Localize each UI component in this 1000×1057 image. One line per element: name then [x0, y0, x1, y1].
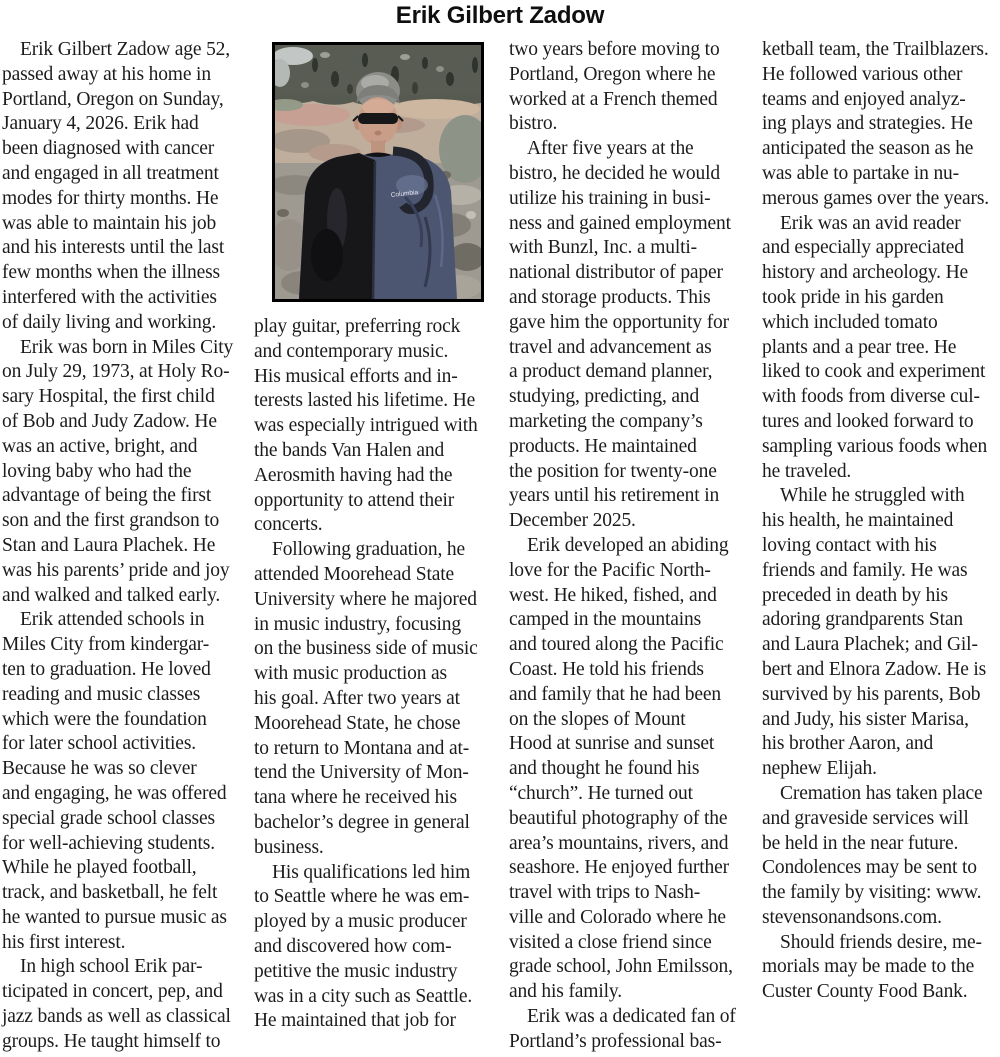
text-line: adoring grandparents Stan	[762, 609, 963, 631]
text-line: nephew Elijah.	[762, 758, 877, 780]
text-line: visited a close friend since	[509, 931, 712, 953]
text-line: the position for twenty-one	[509, 460, 717, 482]
text-line: tana where he received his	[254, 787, 457, 809]
text-line: track, and basketball, he felt	[2, 882, 218, 904]
text-line: reading and music classes	[2, 683, 201, 705]
text-line: loving contact with his	[762, 534, 937, 556]
text-line: ketball team, the Trailblazers.	[762, 39, 989, 60]
text-line: been diagnosed with cancer	[2, 138, 215, 160]
text-line: Condolences may be sent to	[762, 857, 977, 879]
text-line: west. He hiked, fished, and	[509, 584, 717, 606]
text-line: groups. He taught himself to	[2, 1030, 221, 1052]
text-line: Coast. He told his friends	[509, 658, 704, 680]
text-line: his health, he maintained	[762, 510, 954, 532]
text-line: plants and a pear tree. He	[762, 336, 957, 358]
text-line: he traveled.	[762, 460, 852, 482]
text-line: and engaging, he was offered	[2, 782, 227, 804]
text-line: ness and gained employment	[509, 212, 731, 234]
text-line: travel and advancement as	[509, 336, 712, 358]
text-line: his goal. After two years at	[254, 687, 460, 709]
text-line: and Judy, his sister Marisa,	[762, 708, 969, 730]
text-line: petitive the music industry	[254, 960, 458, 982]
text-line: took pride in his garden	[762, 286, 944, 308]
text-line: products. He maintained	[509, 435, 697, 457]
text-line: modes for thirty months. He	[2, 187, 219, 209]
text-line: worked at a French themed	[509, 88, 718, 110]
text-line: his brother Aaron, and	[762, 733, 934, 755]
text-line: and toured along the Pacific	[509, 634, 724, 656]
text-line: beautiful photography of the	[509, 807, 728, 829]
text-line: While he played football,	[2, 857, 197, 879]
text-line: with Bunzl, Inc. a multi-	[509, 237, 697, 259]
text-line: preceded in death by his	[762, 584, 948, 606]
text-line: and his interests until the last	[2, 237, 225, 259]
text-line: Aerosmith having had the	[254, 464, 453, 486]
text-line: anticipated the season as he	[762, 138, 974, 160]
text-line: Portland, Oregon on Sunday,	[2, 88, 224, 110]
text-line: and Laura Plachek; and Gil-	[762, 634, 978, 656]
text-line: and contemporary music.	[254, 340, 449, 362]
text-line: he wanted to pursue music as	[2, 906, 227, 928]
text-line: of daily living and working.	[2, 311, 217, 333]
text-line: advantage of being the first	[2, 485, 212, 507]
text-line: Erik attended schools in	[20, 609, 205, 631]
text-line: Erik was an avid reader	[780, 212, 961, 234]
text-line: He followed various other	[762, 63, 963, 85]
text-line: Moorehead State, he chose	[254, 712, 461, 734]
text-line: of Bob and Judy Zadow. He	[2, 410, 217, 432]
text-line: ten to graduation. He loved	[2, 658, 211, 680]
text-line: morials may be made to the	[762, 956, 975, 978]
jacket-logo-text: Columbia	[389, 189, 419, 199]
text-line: Erik Gilbert Zadow age 52,	[20, 39, 230, 60]
text-line: the family by visiting: www.	[762, 882, 982, 904]
text-line: and discovered how com-	[254, 935, 452, 957]
text-line: Erik developed an abiding	[527, 534, 729, 556]
text-line: terests lasted his lifetime. He	[254, 390, 476, 412]
portrait-photo	[272, 42, 484, 302]
text-line: Erik was born in Miles City	[20, 336, 234, 358]
text-line: “church”. He turned out	[509, 782, 693, 804]
text-line: tend the University of Mon-	[254, 762, 469, 784]
text-line: was especially intrigued with	[254, 415, 478, 437]
text-line: Custer County Food Bank.	[762, 981, 968, 1003]
text-line: teams and enjoyed analyz-	[762, 88, 966, 110]
text-line: camped in the mountains	[509, 609, 702, 631]
text-line: bachelor’s degree in general	[254, 811, 470, 833]
text-line: on July 29, 1973, at Holy Ro-	[2, 361, 230, 383]
text-line: which included tomato	[762, 311, 938, 333]
text-line: was an active, bright, and	[2, 435, 198, 457]
text-line: Should friends desire, me-	[780, 931, 982, 953]
text-line: interfered with the activities	[2, 286, 217, 308]
text-line: national distributor of paper	[509, 262, 723, 284]
text-line: and walked and talked early.	[2, 584, 221, 606]
text-line: Cremation has taken place	[780, 782, 983, 804]
text-line: love for the Pacific North-	[509, 559, 711, 581]
text-line: Erik was a dedicated fan of	[527, 1006, 736, 1028]
text-line: After five years at the	[527, 138, 694, 160]
text-column-1	[2, 38, 249, 1055]
text-line: ticipated in concert, pep, and	[2, 981, 223, 1003]
text-line: In high school Erik par-	[20, 956, 203, 978]
text-line: friends and family. He was	[762, 559, 968, 581]
text-line: loving baby who had the	[2, 460, 192, 482]
text-line: the bands Van Halen and	[254, 439, 445, 461]
text-line: January 4, 2026. Erik had	[2, 113, 199, 135]
text-line: and family that he had been	[509, 683, 721, 705]
text-line: survived by his parents, Bob	[762, 683, 981, 705]
text-line: Following graduation, he	[272, 539, 465, 561]
text-line: He maintained that job for	[254, 1010, 456, 1032]
text-line: marketing the company’s	[509, 410, 703, 432]
text-line: Hood at sunrise and sunset	[509, 733, 715, 755]
text-line: University where he majored	[254, 588, 477, 610]
text-line: Miles City from kindergar-	[2, 634, 210, 656]
text-line: was able to maintain his job	[2, 212, 217, 234]
text-line: His qualifications led him	[272, 861, 471, 883]
text-line: his first interest.	[2, 931, 126, 953]
text-column-2	[254, 38, 501, 1034]
text-line: December 2025.	[509, 510, 636, 532]
text-line: to Seattle where he was em-	[254, 886, 470, 908]
text-line: be held in the near future.	[762, 832, 959, 854]
text-line: ing plays and strategies. He	[762, 113, 973, 135]
text-column-2-text	[254, 315, 501, 1034]
text-line: on the business side of music	[254, 638, 478, 660]
text-line: utilize his training in busi-	[509, 187, 711, 209]
text-line: Portland, Oregon where he	[509, 63, 716, 85]
text-line: tures and looked forward to	[762, 410, 974, 432]
text-line: jazz bands as well as classical	[2, 1006, 231, 1028]
text-line: Portland’s professional bas-	[509, 1030, 722, 1052]
text-column-3	[509, 38, 754, 1055]
text-line: His musical efforts and in-	[254, 365, 458, 387]
text-line: for later school activities.	[2, 733, 196, 755]
figure-sunglasses	[358, 113, 398, 124]
text-line: son and the first grandson to	[2, 510, 220, 532]
text-line: passed away at his home in	[2, 63, 211, 85]
text-line: merous games over the years.	[762, 187, 990, 209]
text-line: grade school, John Emilsson,	[509, 956, 733, 978]
portrait-photo-illustration	[275, 45, 481, 299]
text-line: attended Moorehead State	[254, 563, 454, 585]
text-line: two years before moving to	[509, 39, 720, 60]
text-line: was able to partake in nu-	[762, 162, 959, 184]
text-line: concerts.	[254, 514, 323, 536]
text-line: was his parents’ pride and joy	[2, 559, 230, 581]
text-line: play guitar, preferring rock	[254, 316, 461, 337]
text-line: special grade school classes	[2, 807, 215, 829]
text-line: for well-achieving students.	[2, 832, 215, 854]
text-line: in music industry, focusing	[254, 613, 462, 635]
text-line: While he struggled with	[780, 485, 965, 507]
text-line: area’s mountains, rivers, and	[509, 832, 729, 854]
text-line: and storage products. This	[509, 286, 711, 308]
text-line: studying, predicting, and	[509, 386, 700, 408]
text-line: few months when the illness	[2, 262, 221, 284]
text-line: business.	[254, 836, 324, 858]
text-line: a product demand planner,	[509, 361, 713, 383]
text-line: and his family.	[509, 981, 622, 1003]
text-line: and especially appreciated	[762, 237, 964, 259]
text-column-4	[762, 38, 1000, 1005]
text-line: Stan and Laura Plachek. He	[2, 534, 216, 556]
text-line: opportunity to attend their	[254, 489, 455, 511]
text-line: which were the foundation	[2, 708, 207, 730]
text-line: and graveside services will	[762, 807, 969, 829]
text-line: history and archeology. He	[762, 262, 969, 284]
text-line: Because he was so clever	[2, 758, 197, 780]
text-line: stevensonandsons.com.	[762, 906, 942, 928]
text-line: bistro, he decided he would	[509, 162, 720, 184]
text-line: bistro.	[509, 113, 558, 135]
text-line: and engaged in all treatment	[2, 162, 219, 184]
text-line: ville and Colorado where he	[509, 906, 726, 928]
text-line: on the slopes of Mount	[509, 708, 686, 730]
text-line: sary Hospital, the first child	[2, 386, 215, 408]
text-line: sampling various foods when	[762, 435, 988, 457]
text-line: seashore. He enjoyed further	[509, 857, 729, 879]
text-line: to return to Montana and at-	[254, 737, 470, 759]
text-line: years until his retirement in	[509, 485, 720, 507]
text-line: bert and Elnora Zadow. He is	[762, 658, 987, 680]
text-line: was in a city such as Seattle.	[254, 985, 473, 1007]
page-title: Erik Gilbert Zadow	[395, 2, 605, 29]
text-line: gave him the opportunity for	[509, 311, 730, 333]
text-line: with foods from diverse cul-	[762, 386, 980, 408]
text-line: and thought he found his	[509, 758, 700, 780]
text-line: liked to cook and experiment	[762, 361, 986, 383]
text-line: with music production as	[254, 663, 447, 685]
text-line: travel with trips to Nash-	[509, 882, 701, 904]
text-line: ployed by a music producer	[254, 911, 467, 933]
